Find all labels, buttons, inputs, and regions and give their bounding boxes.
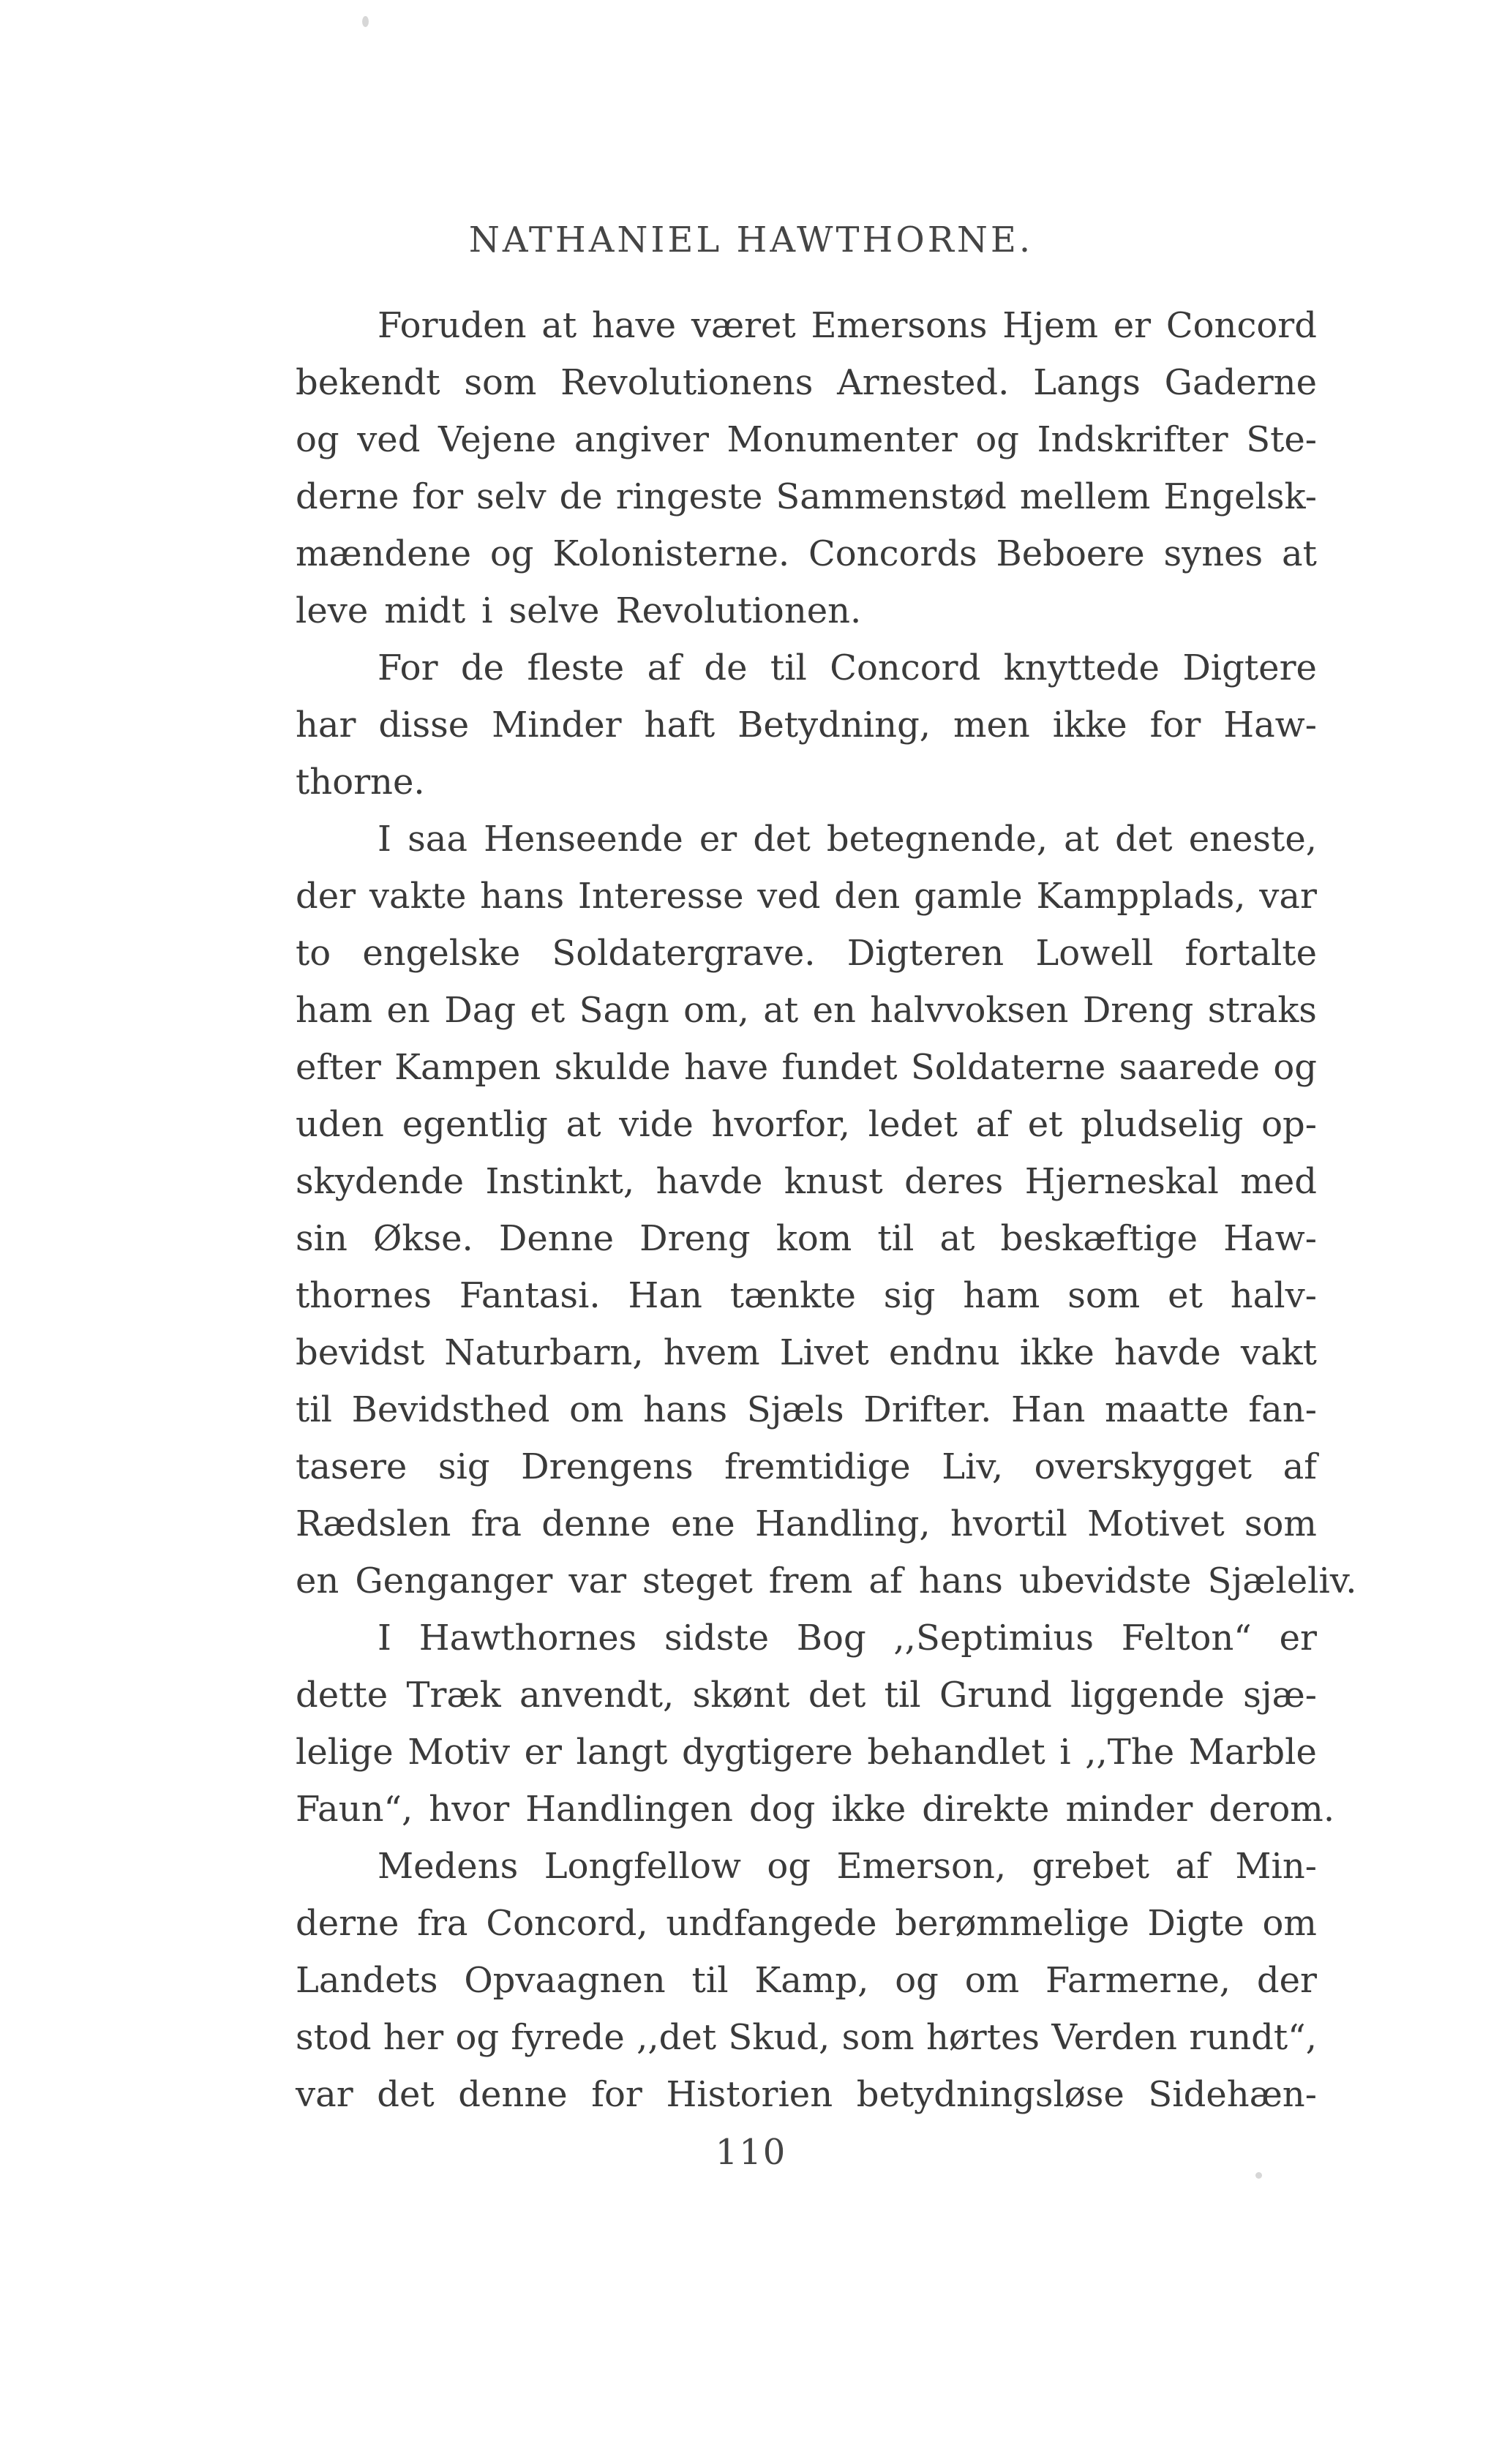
text-line: Landets Opvaagnen til Kamp, og om Farmerne, der [296,1960,1317,2001]
text-line: dette Træk anvendt, skønt det til Grund liggende sjæ- [296,1675,1317,1716]
text-line: stod her og fyrede ,,det Skud, som hørtes Verden rundt“, [296,2017,1317,2058]
body-text [296,297,1357,2123]
text-line: efter Kampen skulde have fundet Soldaterne saarede og [296,1047,1317,1088]
text-line: til Bevidsthed om hans Sjæls Drifter. Han maatte fan- [296,1389,1317,1430]
text-line: har disse Minder haft Betydning, men ikke for Haw- [296,705,1317,745]
text-line: derne for selv de ringeste Sammenstød mellem Engelsk- [296,476,1317,517]
page-number: 110 [715,2132,787,2173]
text-line: I Hawthornes sidste Bog ,,Septimius Felton“ er [378,1618,1317,1659]
text-line: thorne. [296,762,425,803]
text-line: en Genganger var steget frem af hans ubevidste Sjæleliv. [296,1560,1357,1601]
text-line: der vakte hans Interesse ved den gamle Kampplads, var [296,876,1317,917]
text-line: Rædslen fra denne ene Handling, hvortil Motivet som [296,1503,1317,1544]
text-line: Medens Longfellow og Emerson, grebet af Min- [378,1846,1317,1887]
text-line: derne fra Concord, undfangede berømmelige Digte om [296,1903,1317,1944]
text-line: uden egentlig at vide hvorfor, ledet af et pludselig op- [296,1104,1317,1145]
text-line: For de fleste af de til Concord knyttede Digtere [378,647,1317,688]
text-line: skydende Instinkt, havde knust deres Hjerneskal med [296,1161,1317,1202]
text-line: Foruden at have været Emersons Hjem er Concord [378,305,1317,346]
text-line: to engelske Soldatergrave. Digteren Lowell fortalte [296,933,1317,974]
running-head: NATHANIEL HAWTHORNE. [468,219,1034,260]
text-line: bekendt som Revolutionens Arnested. Langs Gaderne [296,362,1317,403]
print-speck [362,16,369,27]
text-line: sin Økse. Denne Dreng kom til at beskæftige Haw- [296,1218,1317,1259]
text-line: leve midt i selve Revolutionen. [296,590,862,631]
text-line: lelige Motiv er langt dygtigere behandlet i ,,The Marble [296,1732,1317,1773]
text-line: mændene og Kolonisterne. Concords Beboere synes at [296,533,1317,574]
text-line: var det denne for Historien betydningsløse Sidehæn- [296,2074,1317,2115]
text-line: ham en Dag et Sagn om, at en halvvoksen Dreng straks [296,990,1317,1031]
text-line: thornes Fantasi. Han tænkte sig ham som et halv- [296,1275,1317,1316]
text-line: bevidst Naturbarn, hvem Livet endnu ikke havde vakt [296,1332,1317,1373]
text-line: tasere sig Drengens fremtidige Liv, overskygget af [296,1446,1317,1487]
text-line: og ved Vejene angiver Monumenter og Indskrifter Ste- [296,419,1317,460]
print-speck [1255,2172,1262,2179]
text-line: Faun“, hvor Handlingen dog ikke direkte minder derom. [296,1789,1335,1830]
text-line: I saa Henseende er det betegnende, at det eneste, [378,819,1317,860]
